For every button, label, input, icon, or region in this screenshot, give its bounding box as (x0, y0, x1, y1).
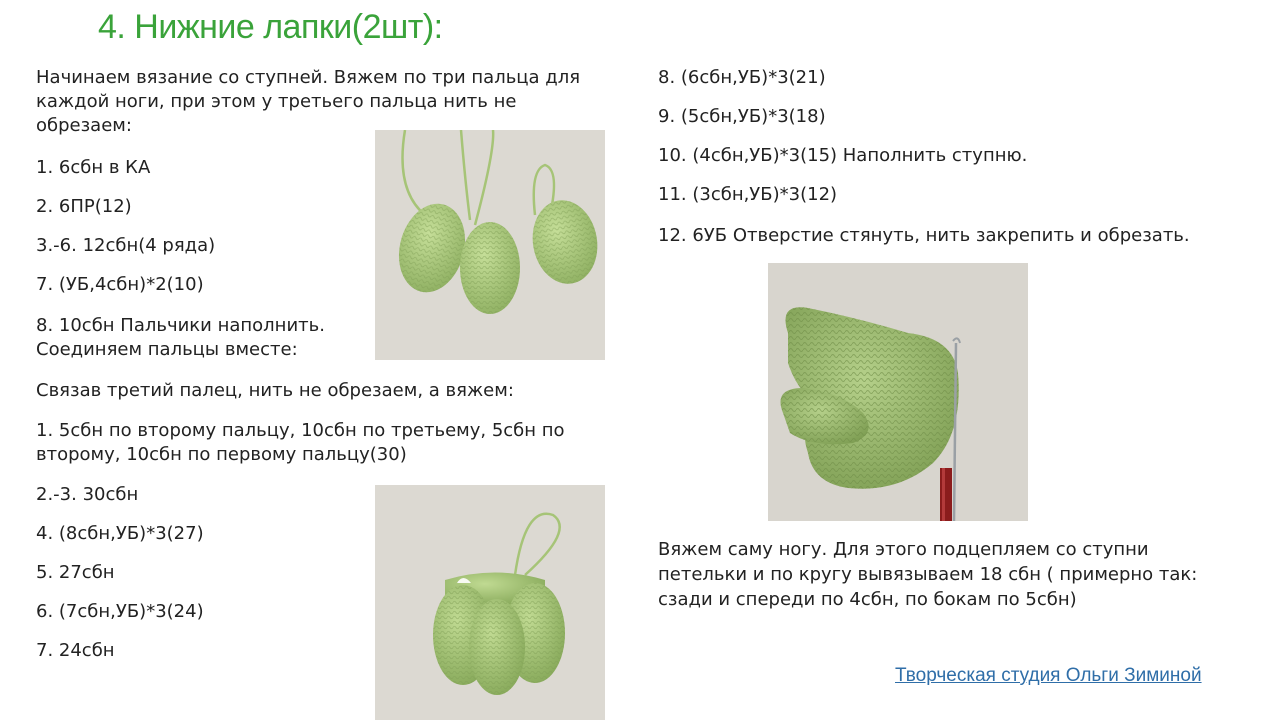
join-step-7: 7. 24сбн (36, 640, 115, 661)
step-10-right: 10. (4сбн,УБ)*3(15) Наполнить ступню. (658, 145, 1028, 166)
studio-link[interactable]: Творческая студия Ольги Зиминой (895, 665, 1202, 686)
join-step-1-line-1: 1. 5сбн по второму пальцу, 10сбн по третьему, 5сбн по (36, 420, 565, 441)
join-step-2-3: 2.-3. 30сбн (36, 484, 139, 505)
step-1: 1. 6сбн в КА (36, 157, 151, 178)
intro-line-3: обрезаем: (36, 115, 132, 136)
step-12-right: 12. 6УБ Отверстие стянуть, нить закрепить и обрезать. (658, 225, 1190, 246)
page-title: 4. Нижние лапки(2шт): (98, 8, 443, 46)
step-9-right: 9. (5сбн,УБ)*3(18) (658, 106, 826, 127)
outro-line-2: петельки и по кругу вывязываем 18 сбн ( примерно так: (658, 564, 1198, 585)
photo-joined-toes (375, 485, 605, 720)
step-8-line-1: 8. 10сбн Пальчики наполнить. (36, 315, 325, 336)
photo-three-toes (375, 130, 605, 360)
step-8-line-2: Соединяем пальцы вместе: (36, 339, 298, 360)
step-7: 7. (УБ,4сбн)*2(10) (36, 274, 204, 295)
intro-line-2: каждой ноги, при этом у третьего пальца нить не (36, 91, 517, 112)
join-step-4: 4. (8сбн,УБ)*3(27) (36, 523, 204, 544)
connect-instruction: Связав третий палец, нить не обрезаем, а вяжем: (36, 380, 514, 401)
photo-foot-with-hook (768, 263, 1028, 521)
step-8-right: 8. (6сбн,УБ)*3(21) (658, 67, 826, 88)
join-step-5: 5. 27сбн (36, 562, 115, 583)
step-3-6: 3.-6. 12сбн(4 ряда) (36, 235, 216, 256)
join-step-6: 6. (7сбн,УБ)*3(24) (36, 601, 204, 622)
step-11-right: 11. (3сбн,УБ)*3(12) (658, 184, 838, 205)
step-2: 2. 6ПР(12) (36, 196, 132, 217)
intro-line-1: Начинаем вязание со ступней. Вяжем по три пальца для (36, 67, 581, 88)
outro-line-1: Вяжем саму ногу. Для этого подцепляем со ступни (658, 539, 1149, 560)
join-step-1-line-2: второму, 10сбн по первому пальцу(30) (36, 444, 407, 465)
outro-line-3: сзади и спереди по 4сбн, по бокам по 5сбн) (658, 589, 1077, 610)
